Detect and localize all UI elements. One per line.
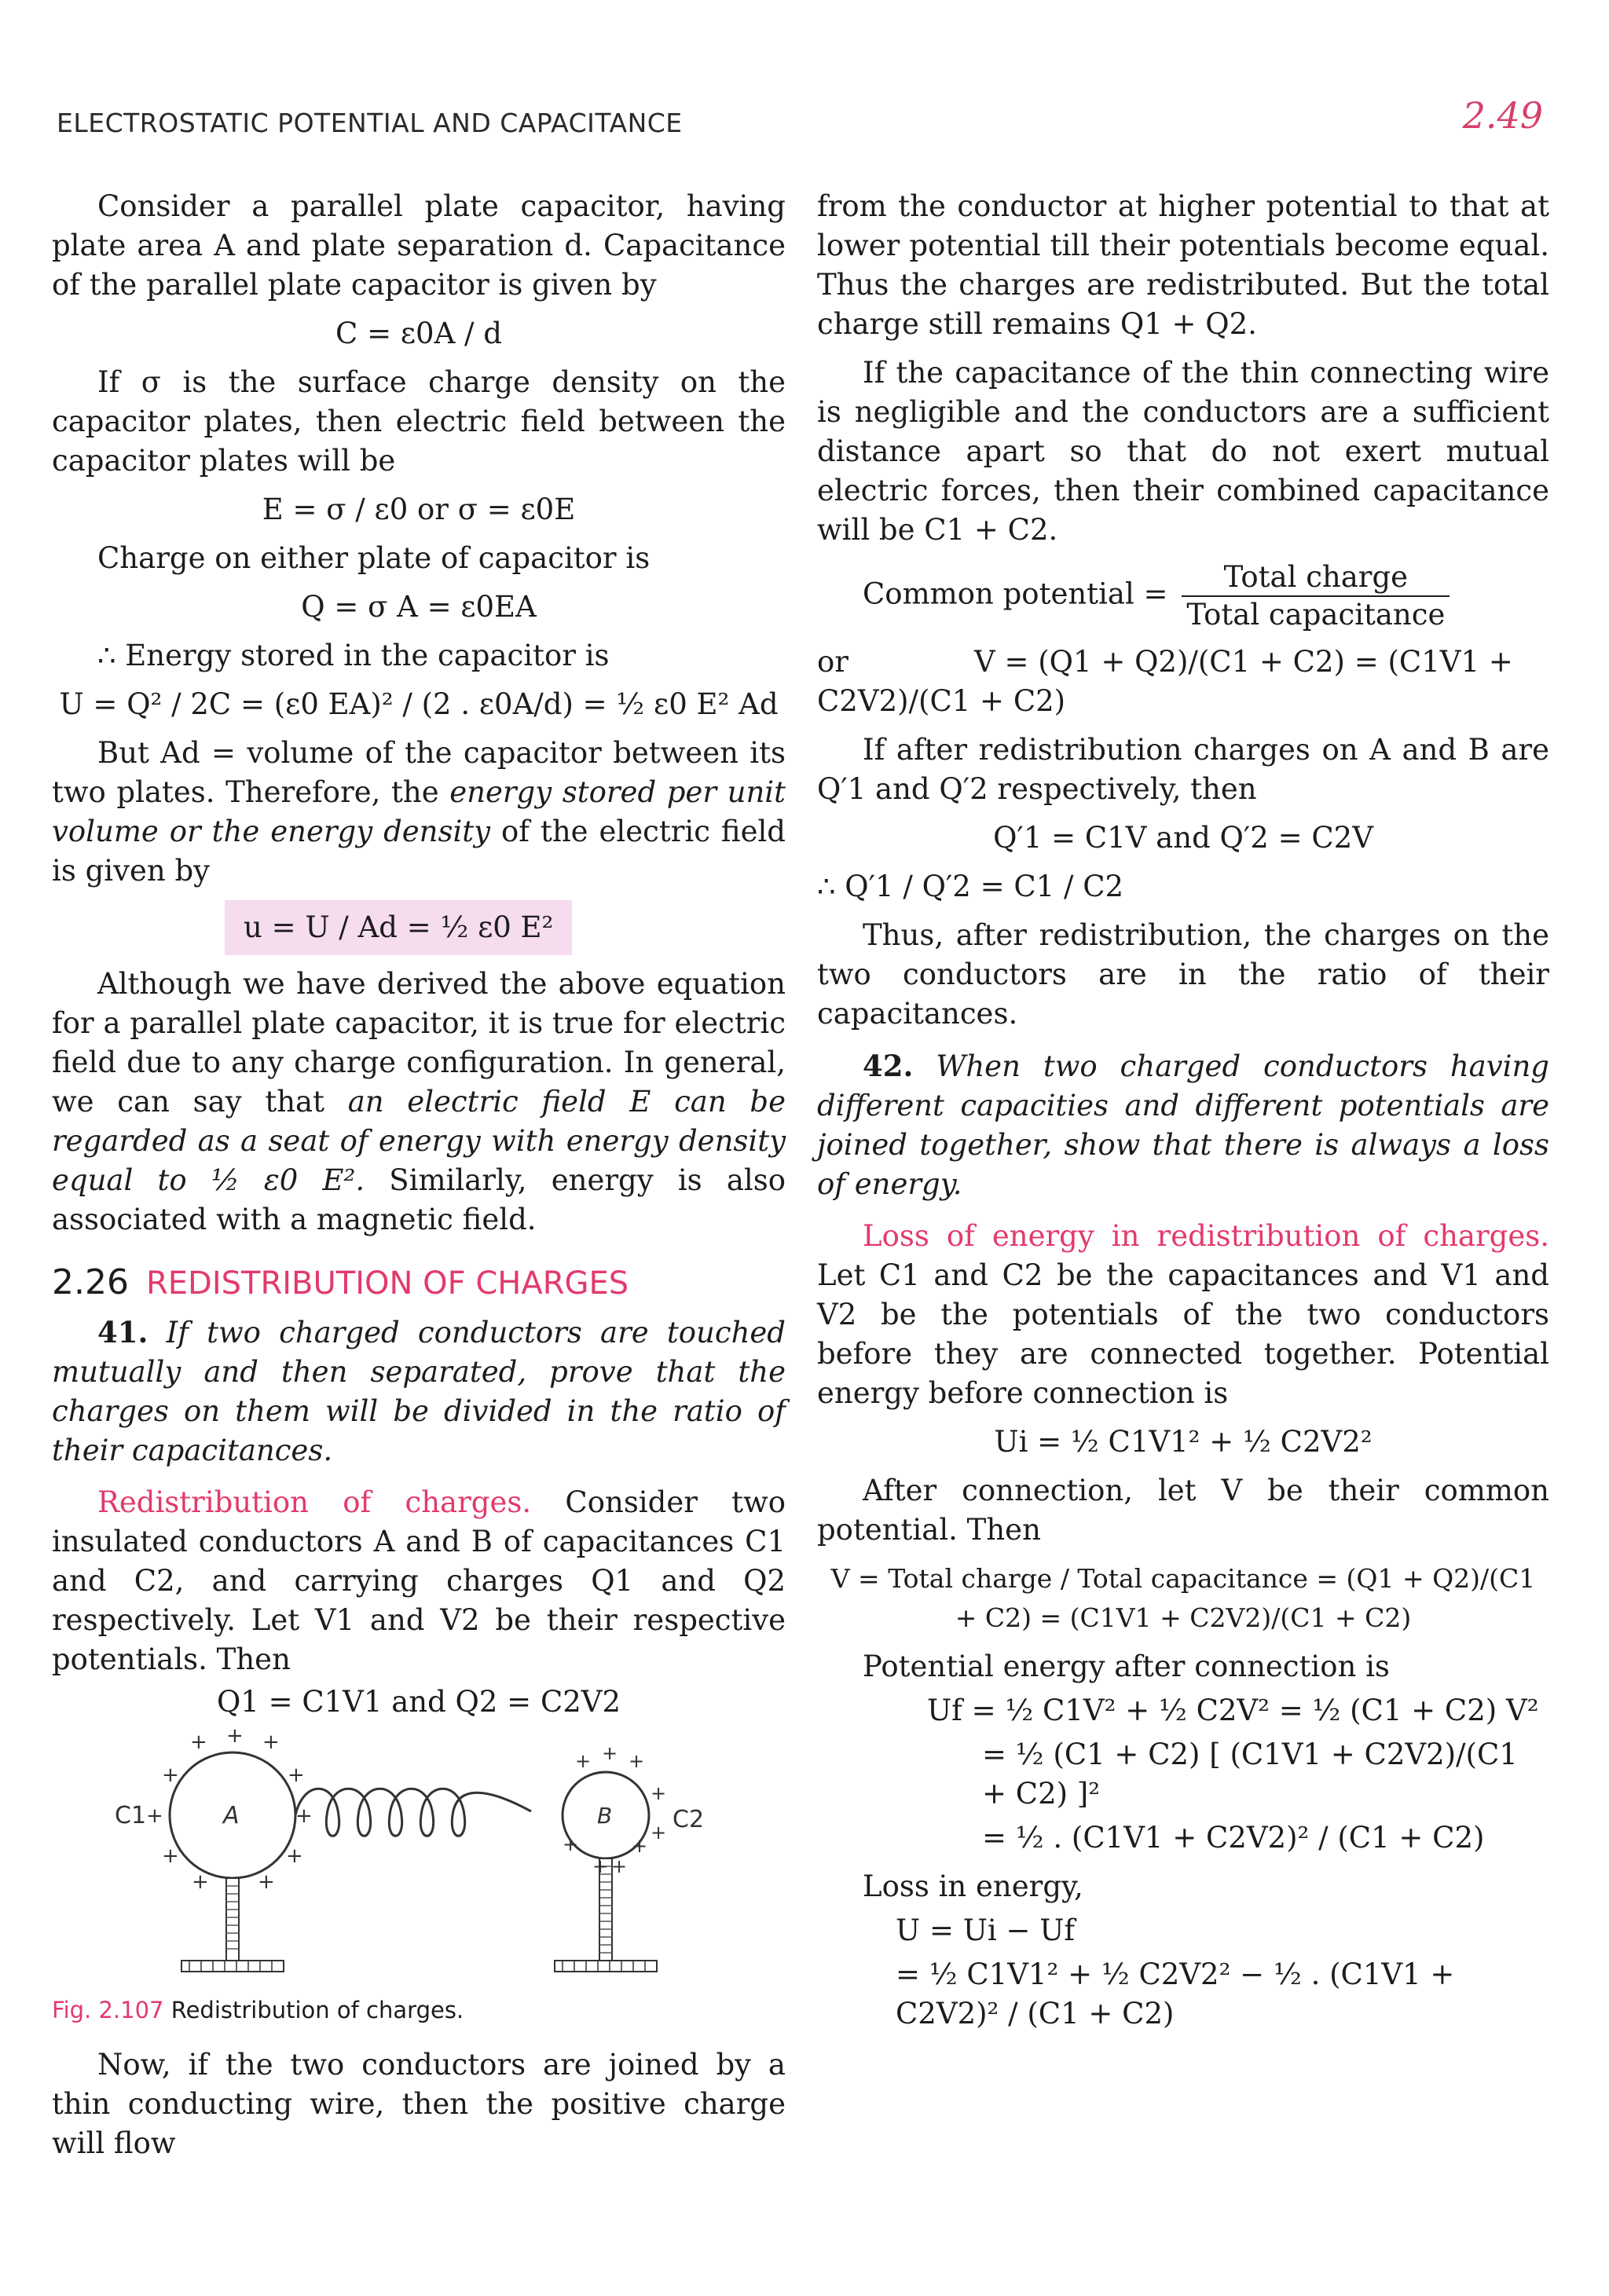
svg-text:+: + [262, 1730, 280, 1754]
equation-final-energy-2: = ½ (C1 + C2) [ (C1V1 + C2V2)/(C1 + C2) ]² [982, 1738, 1518, 1811]
paragraph: Potential energy after connection is [863, 1650, 1390, 1683]
paragraph: But Ad = volume of the capacitor between its two plates. Therefore, the energy stored per unit volume or the energy density of the electric field is given by [52, 736, 786, 888]
svg-text:+: + [592, 1855, 609, 1877]
section-title: REDISTRIBUTION OF CHARGES [145, 1265, 629, 1302]
svg-text:+: + [295, 1804, 313, 1828]
label-a: A [223, 1802, 240, 1829]
equation-loss-2: = ½ C1V1² + ½ C2V2² − ½ . (C1V1 + C2V2)² / (C1 + C2) [896, 1957, 1455, 2031]
equation-charge: Q = σ A = ε0EA [301, 590, 537, 624]
svg-text:+: + [288, 1763, 305, 1787]
paragraph: Loss of energy in redistribution of charges. Let C1 and C2 be the capacitances and V1 and V2 be the potentials of the two conductors before they are connected together. Potential energy before connection is [817, 1219, 1549, 1410]
base-b [555, 1961, 657, 1972]
svg-text:+: + [192, 1870, 209, 1894]
svg-text:+: + [611, 1855, 628, 1877]
svg-text:+: + [286, 1844, 303, 1868]
question-42: 42. When two charged conductors having different capacities and different potentials are joined together, show that there is always a loss of energy. [817, 1049, 1549, 1201]
svg-text:+: + [190, 1730, 207, 1754]
equation-loss-1: U = Ui − Uf [896, 1913, 1076, 1947]
equation-capacitance: C = ε0A / d [335, 317, 502, 350]
paragraph: After connection, let V be their common potential. Then [817, 1474, 1549, 1547]
paragraph: Consider a parallel plate capacitor, having plate area A and plate separation d. Capacitance of the parallel plate capacitor is given by [52, 189, 786, 302]
connecting-wire-coil [295, 1789, 531, 1836]
equation-energy: U = Q² / 2C = (ε0 EA)² / (2 . ε0A/d) = ½ ε0 E² Ad [59, 687, 779, 721]
svg-text:+: + [651, 1822, 667, 1844]
section-heading [52, 1262, 786, 1305]
figure-caption-text: Redistribution of charges. [170, 1997, 464, 2023]
svg-text:+: + [226, 1725, 244, 1748]
paragraph: If after redistribution charges on A and B are Q′1 and Q′2 respectively, then [817, 733, 1549, 806]
svg-text:+: + [632, 1835, 648, 1857]
equation-energy-density [225, 900, 786, 955]
svg-text:+: + [162, 1844, 179, 1868]
svg-text:+: + [146, 1804, 163, 1828]
svg-text:+: + [563, 1833, 579, 1855]
equation-common-v: V = Total charge / Total capacitance = (Q1 + Q2)/(C1 + C2) = (C1V1 + C2V2)/(C1 + C2) [830, 1563, 1536, 1633]
paragraph: Now, if the two conductors are joined by a thin conducting wire, then the positive charge will flow [52, 2048, 786, 2160]
paragraph: ∴ Energy stored in the capacitor is [97, 639, 610, 672]
paragraph: from the conductor at higher potential to that at lower potential till their potentials become equal. Thus the charges are redistributed. But the total charge still remains Q1 + Q2. [817, 189, 1549, 341]
figure-redistribution [52, 1725, 786, 1984]
running-header: ELECTROSTATIC POTENTIAL AND CAPACITANCE [57, 108, 683, 138]
paragraph: Although we have derived the above equation for a parallel plate capacitor, it is true for electric field due to any charge configuration. In general, we can say that an electric field E can be regarded as a seat of energy with energy density equal to ½ ε0 E². Similarly, energy is also associated with a magnetic field. [52, 967, 786, 1236]
base-a [181, 1961, 284, 1972]
paragraph: Thus, after redistribution, the charges on the two conductors are in the ratio of their capacitances. [817, 918, 1549, 1031]
highlighted-formula: u = U / Ad = ½ ε0 E² [225, 900, 572, 955]
left-column [52, 187, 786, 2163]
equation-charges: Q1 = C1V1 and Q2 = C2V2 [216, 1685, 621, 1719]
paragraph: Redistribution of charges. Consider two insulated conductors A and B of capacitances C1 and C2, and carrying charges Q1 and Q2 respectively. Let V1 and V2 be their respective potentials. Then [52, 1485, 786, 1676]
paragraph: Loss in energy, [863, 1869, 1083, 1903]
right-column [817, 187, 1549, 2038]
equation-ratio: ∴ Q′1 / Q′2 = C1 / C2 [817, 870, 1124, 903]
svg-text:+: + [258, 1870, 275, 1894]
equation-initial-energy: Ui = ½ C1V1² + ½ C2V2² [994, 1425, 1373, 1459]
equation-final-energy-1: Uf = ½ C1V² + ½ C2V² = ½ (C1 + C2) V² [927, 1694, 1539, 1727]
paragraph: If the capacitance of the thin connecting wire is negligible and the conductors are a sufficient distance apart so that do not exert mutual electric forces, then their combined capacitance will be C1 + C2. [817, 356, 1549, 547]
figure-caption [52, 1990, 786, 2030]
label-c1: C1 [115, 1802, 147, 1829]
svg-text:+: + [162, 1763, 179, 1787]
svg-text:+: + [602, 1742, 618, 1764]
svg-text:+: + [629, 1750, 645, 1772]
equation-electric-field: E = σ / ε0 or σ = ε0E [262, 493, 576, 526]
label-b: B [597, 1803, 613, 1829]
label-c2: C2 [673, 1806, 705, 1833]
svg-text:+: + [651, 1782, 667, 1804]
paragraph: Charge on either plate of capacitor is [97, 541, 651, 575]
section-number: 2.26 [52, 1262, 129, 1302]
paragraph: If σ is the surface charge density on the capacitor plates, then electric field between the capacitor plates will be [52, 365, 786, 478]
equation-final-energy-3: = ½ . (C1V1 + C2V2)² / (C1 + C2) [982, 1821, 1485, 1855]
equation-common-potential: Common potential = $\frac{\text{Total charge}}{\text{Total capacitance}}$ [863, 559, 1549, 633]
figure-svg [52, 1725, 786, 1984]
page-number: 2.49 [1462, 94, 1543, 137]
equation-redistributed-charges: Q′1 = C1V and Q′2 = C2V [993, 821, 1373, 855]
figure-number: Fig. 2.107 [52, 1997, 164, 2023]
svg-text:+: + [575, 1750, 592, 1772]
equation-v: or V = (Q1 + Q2)/(C1 + C2) = (C1V1 + C2V2)/(C1 + C2) [817, 645, 1513, 718]
question-41: 41. If two charged conductors are touched mutually and then separated, prove that the charges on them will be divided in the ratio of their capacitances. [52, 1315, 786, 1467]
